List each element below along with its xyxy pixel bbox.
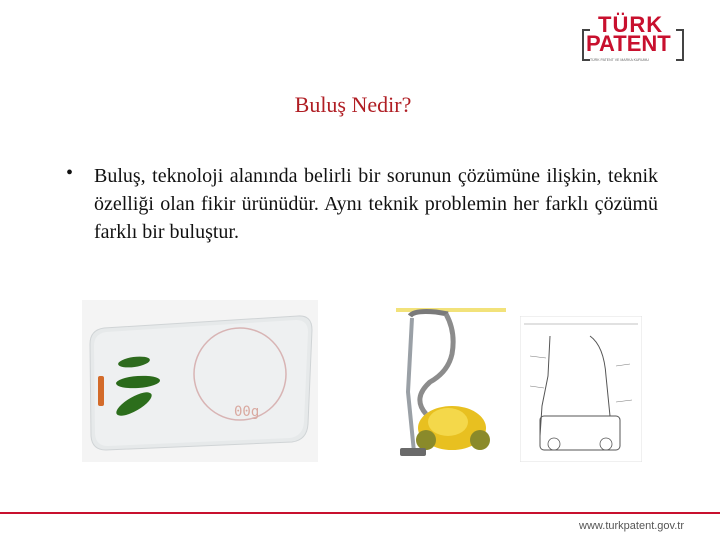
- kitchen-scale-board-image: [82, 300, 318, 462]
- bullet-text: Buluş, teknoloji alanında belirli bir sorunun çözümüne ilişkin, teknik özelliği olan fikir ürünüdür. Aynı teknik problemin her farklı çözümü farklı bir buluştur.: [94, 165, 658, 243]
- footer-divider: [0, 512, 720, 514]
- slide-title: Buluş Nedir?: [294, 92, 412, 117]
- vacuum-cleaner-image: [390, 302, 512, 464]
- bullet-dot: •: [66, 162, 74, 184]
- logo-line-2: PATENT: [586, 31, 671, 56]
- patent-drawing-image: [520, 316, 642, 462]
- logo-bracket-right: [676, 29, 684, 61]
- turkpatent-logo: [582, 12, 684, 62]
- scale-display-text: 00g: [234, 404, 260, 420]
- footer-url: www.turkpatent.gov.tr: [579, 520, 684, 532]
- bullet-item: [66, 162, 658, 246]
- logo-line-1: TÜRK: [598, 12, 664, 37]
- logo-subtitle: TÜRK PATENT VE MARKA KURUMU: [590, 58, 649, 62]
